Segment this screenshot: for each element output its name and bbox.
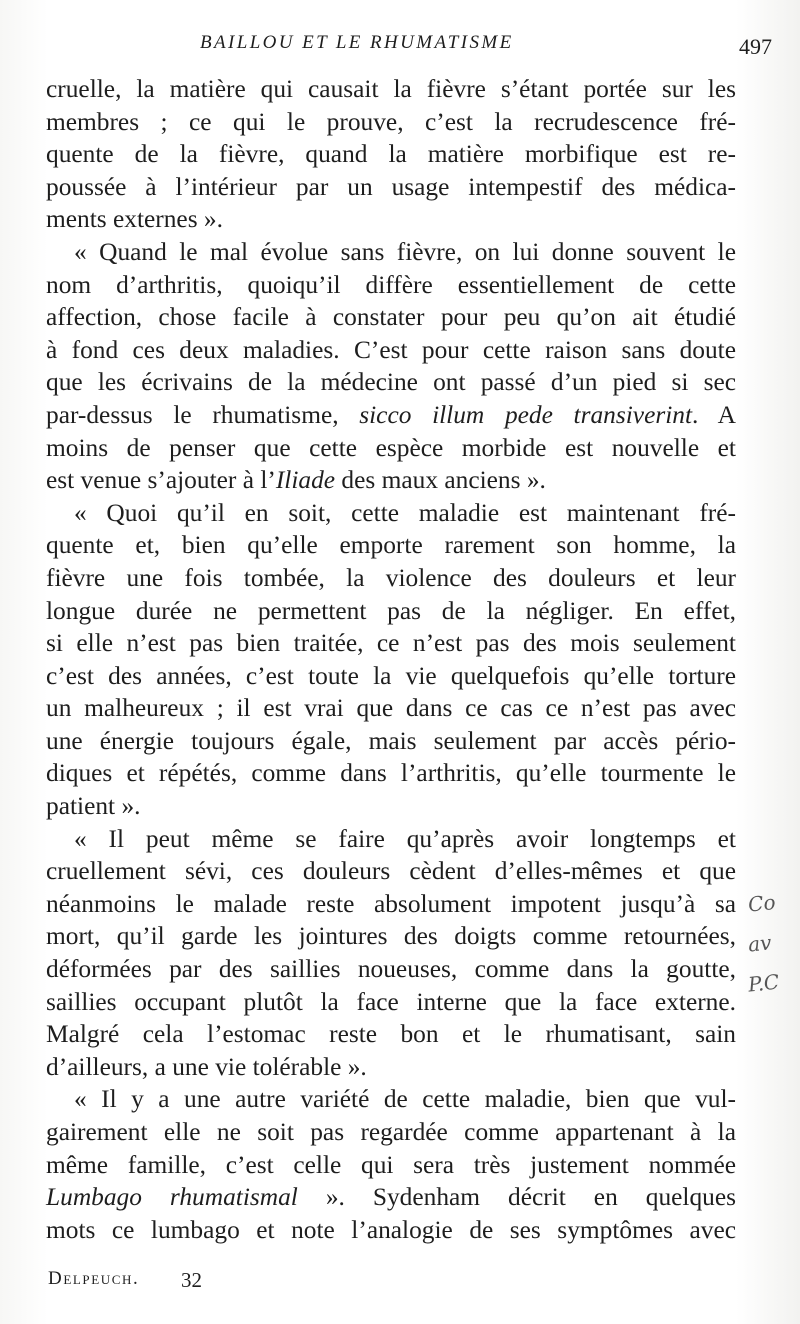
text-line: diques et répétés, comme dans l’arthritis, qu’elle tourmente le <box>46 759 736 788</box>
text-line: poussée à l’intérieur par un usage intempestif des médica- <box>46 172 736 201</box>
text-line: est venue s’ajouter à l’Iliade des maux anciens ». <box>46 466 546 495</box>
text-line: à fond ces deux maladies. C’est pour cette raison sans doute <box>46 335 736 364</box>
text-line: saillies occupant plutôt la face interne que la face externe. <box>46 987 736 1016</box>
text-line: gairement elle ne soit pas regardée comme appartenant à la <box>46 1118 736 1146</box>
text-line: affection, chose facile à constater pour peu qu’on ait étudié <box>46 303 736 332</box>
margin-note-fragment: P.C <box>746 969 781 997</box>
text-line: une énergie toujours égale, mais seulement par accès pério- <box>46 726 736 755</box>
margin-note-fragment: Co <box>746 889 777 917</box>
text-line: patient ». <box>46 792 141 821</box>
text-line: d’ailleurs, a une vie tolérable ». <box>46 1052 367 1081</box>
text-line: cruellement sévi, ces douleurs cèdent d’elles-mêmes et que <box>46 857 736 886</box>
text-line: cruelle, la matière qui causait la fièvre s’étant portée sur les <box>46 75 736 103</box>
text-line: quente et, bien qu’elle emporte rarement son homme, la <box>46 531 736 560</box>
text-line: moins de penser que cette espèce morbide est nouvelle et <box>46 433 736 462</box>
margin-note-fragment: av <box>746 930 773 957</box>
footer-author: Delpeuch. <box>48 1268 140 1289</box>
text-line: « Il peut même se faire qu’après avoir longtemps et <box>74 824 736 853</box>
text-line: nom d’arthritis, quoiqu’il diffère essentiellement de cette <box>46 270 736 299</box>
text-line: c’est des années, c’est toute la vie quelquefois qu’elle torture <box>46 661 736 690</box>
page-number: 497 <box>739 34 772 59</box>
text-line: un malheureux ; il est vrai que dans ce cas ce n’est pas avec <box>46 694 736 723</box>
text-line: déformées par des saillies noueuses, comme dans la goutte, <box>46 955 736 984</box>
signature-mark: 32 <box>181 1268 202 1292</box>
handwritten-margin-note <box>748 882 800 1002</box>
text-line: si elle n’est pas bien traitée, ce n’est pas des mois seulement <box>46 629 736 658</box>
text-line: Lumbago rhumatismal ». Sydenham décrit en quelques <box>46 1183 736 1212</box>
text-line: mort, qu’il garde les jointures des doigts comme retournées, <box>46 922 736 951</box>
text-line: « Quand le mal évolue sans fièvre, on lui donne souvent le <box>74 237 736 266</box>
page-header <box>0 30 800 60</box>
text-line: « Il y a une autre variété de cette maladie, bien que vul- <box>74 1085 736 1114</box>
text-line: par-dessus le rhumatisme, sicco illum pede transiverint. A <box>46 400 736 429</box>
text-line: membres ; ce qui le prouve, c’est la recrudescence fré- <box>46 107 736 136</box>
text-line: « Quoi qu’il en soit, cette maladie est maintenant fré- <box>74 498 736 527</box>
text-line: ments externes ». <box>46 205 223 234</box>
text-line: même famille, c’est celle qui sera très justement nommée <box>46 1150 736 1179</box>
running-title: BAILLOU ET LE RHUMATISME <box>200 32 514 53</box>
body-text <box>46 73 736 1246</box>
text-line: que les écrivains de la médecine ont passé d’un pied si sec <box>46 368 736 397</box>
text-line: Malgré cela l’estomac reste bon et le rhumatisant, sain <box>46 1020 736 1049</box>
text-line: fièvre une fois tombée, la violence des douleurs et leur <box>46 563 736 592</box>
page-footer <box>0 1264 800 1294</box>
text-line: néanmoins le malade reste absolument impotent jusqu’à sa <box>46 889 736 918</box>
text-line: quente de la fièvre, quand la matière morbifique est re- <box>46 140 736 169</box>
text-line: longue durée ne permettent pas de la négliger. En effet, <box>46 596 736 625</box>
text-line: mots ce lumbago et note l’analogie de ses symptômes avec <box>46 1215 736 1244</box>
